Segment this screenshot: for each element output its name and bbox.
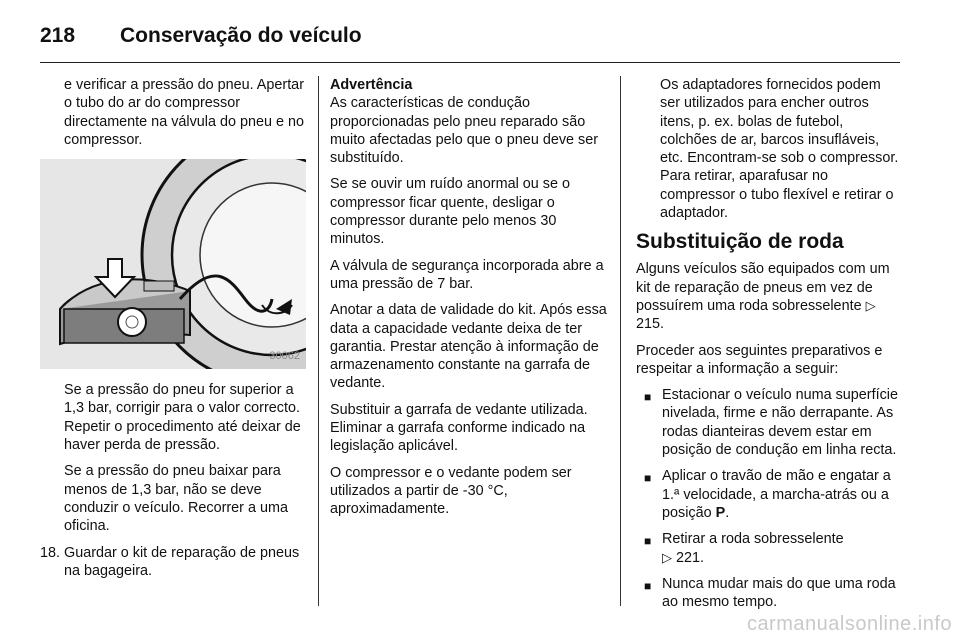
column-divider (318, 76, 319, 606)
section-heading: Substituição de roda (636, 230, 844, 254)
paragraph: Os adaptadores fornecidos podem ser utilizados para encher outros itens, p. ex. bolas de futebol, colchões de ar, barcos insufláveis, etc. Encontram-se sob o compressor. Para retirar, aparafusar no compressor o tubo flexível e retirar o adaptador. (660, 77, 899, 222)
paragraph: Se se ouvir um ruído anormal ou se o compressor ficar quente, desligar o compressor durante pelo menos 30 minutos. (330, 176, 570, 248)
paragraph: Anotar a data de validade do kit. Após essa data a capacidade vedante deixa de ter garantia. Prestar atenção à informação de armazenamento constante na garrafa de vedante. (330, 302, 607, 392)
paragraph: Substituir a garrafa de vedante utilizada. Eliminar a garrafa conforme indicado na legislação aplicável. (330, 401, 588, 455)
step-number: 18. (40, 544, 61, 561)
compressor-tire-drawing (40, 159, 306, 369)
paragraph: Se a pressão do pneu for superior a 1,3 bar, corrigir para o valor correcto. Repetir o procedimento até deixar de haver perda de pressão. (64, 382, 301, 454)
page-ref: 215. (636, 316, 665, 333)
page-ref-arrow-icon: ▷ (662, 549, 672, 565)
step-text: Guardar o kit de reparação de pneus na bagageira. (64, 544, 300, 579)
figure-code: 30062 (269, 349, 300, 362)
page-header (40, 16, 362, 56)
column-1 (40, 76, 306, 580)
paragraph: A válvula de segurança incorporada abre a uma pressão de 7 bar. (330, 257, 604, 292)
compressor-illustration (40, 159, 306, 369)
page-title: Conservação do veículo (120, 24, 362, 47)
list-item: ■ Estacionar o veículo numa superfície nivelada, firme e não derrapante. As rodas dianteiras devem estar em posição de condução em linha recta. (636, 386, 902, 459)
bullet-list (636, 386, 902, 611)
column-2 (330, 76, 608, 527)
page-ref-arrow-icon: ▷ (865, 297, 876, 313)
intro-text: e verificar a pressão do pneu. Apertar o tubo do ar do compressor directamente na válvula do pneu e no compressor. (64, 77, 305, 148)
bullet-square-icon: ■ (644, 534, 652, 549)
page-ref: 221. (676, 549, 705, 566)
paragraph: O compressor e o vedante podem ser utilizados a partir de -30 °C, aproximadamente. (330, 464, 572, 518)
bullet-square-icon: ■ (644, 471, 652, 486)
bullet-square-icon: ■ (644, 578, 652, 593)
header-rule (40, 62, 900, 63)
list-item: ■ Retirar a roda sobresselente ▷ 221. (636, 530, 902, 567)
paragraph: Alguns veículos são equipados com um kit de reparação de pneus em vez de possuírem uma roda sobresselente ▷ 215. (636, 261, 890, 333)
list-item: ■ Aplicar o travão de mão e engatar a 1.ª velocidade, a marcha-atrás ou a posição P. (636, 467, 902, 522)
column-divider (620, 76, 621, 606)
list-item: ■ Nunca mudar mais do que uma roda ao mesmo tempo. (636, 575, 902, 612)
step-18 (40, 544, 306, 581)
page-number: 218 (40, 24, 76, 47)
warning-title: Advertência (330, 77, 413, 93)
paragraph: Proceder aos seguintes preparativos e respeitar a informação a seguir: (636, 342, 883, 377)
column-3 (636, 76, 902, 619)
paragraph: Se a pressão do pneu baixar para menos de 1,3 bar, não se deve conduzir o veículo. Recorrer a uma oficina. (64, 463, 288, 535)
bullet-square-icon: ■ (644, 390, 652, 405)
warning-text: As características de condução proporcionadas pelo pneu reparado são muito afectadas pelo que o pneu deve ser substituído. (330, 95, 599, 167)
watermark: carmanualsonline.info (746, 613, 952, 635)
